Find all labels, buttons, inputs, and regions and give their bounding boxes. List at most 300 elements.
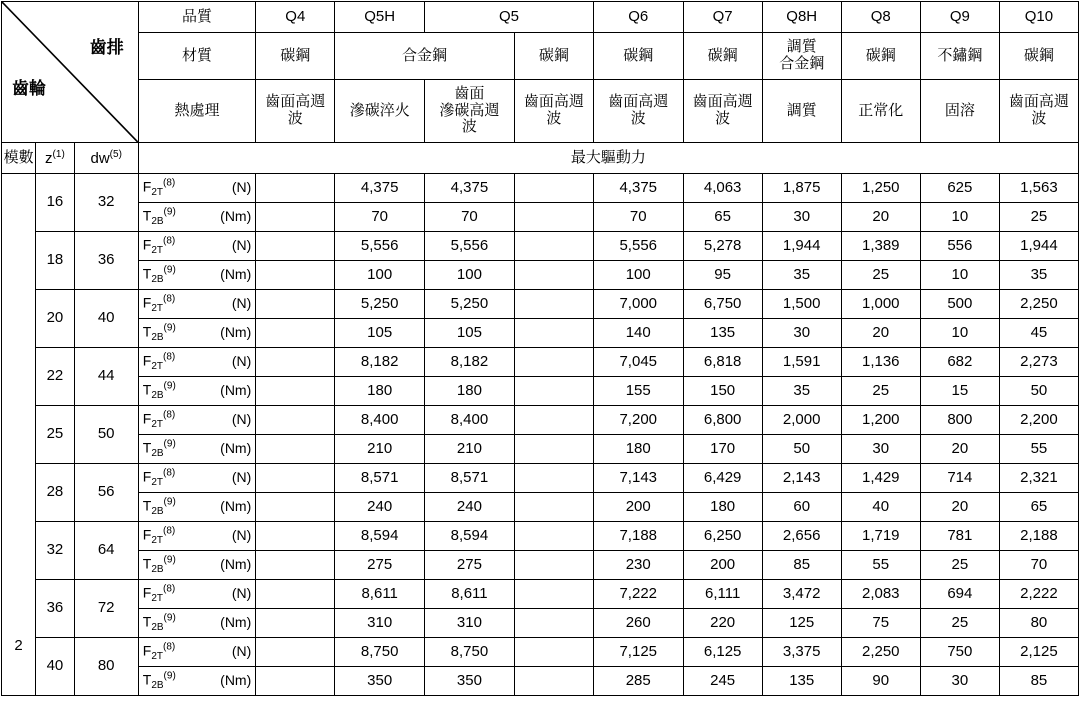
torque-value: 50 — [999, 377, 1078, 406]
force-value: 1,136 — [841, 348, 920, 377]
heat-q8 — [841, 80, 920, 143]
force-value: 8,594 — [335, 522, 425, 551]
dw-value: 40 — [74, 290, 138, 348]
torque-value: 35 — [762, 261, 841, 290]
force-value: 5,278 — [683, 232, 762, 261]
z-value: 36 — [36, 580, 74, 638]
force-value: 625 — [920, 174, 999, 203]
force-value: 4,375 — [425, 174, 515, 203]
torque-value: 170 — [683, 435, 762, 464]
force-value: 3,472 — [762, 580, 841, 609]
heat-q6 — [593, 80, 683, 143]
dw-value: 72 — [74, 580, 138, 638]
force-value: 694 — [920, 580, 999, 609]
force-value: 8,750 — [335, 638, 425, 667]
torque-value: 100 — [335, 261, 425, 290]
force-value — [514, 232, 593, 261]
metric-label-torque: $T_{2B}^{(9)}$ (Nm) — [138, 609, 256, 638]
torque-value: 220 — [683, 609, 762, 638]
grade-q4: Q4 — [256, 2, 335, 33]
force-value: 2,200 — [999, 406, 1078, 435]
torque-value: 245 — [683, 667, 762, 696]
diagonal-divider-icon — [2, 2, 138, 142]
table-row — [2, 348, 1079, 377]
force-value — [256, 174, 335, 203]
torque-value: 95 — [683, 261, 762, 290]
torque-value: 20 — [920, 493, 999, 522]
metric-label-force: $F_{2T}^{(8)}$ (N) — [138, 174, 256, 203]
material-q8: 碳鋼 — [841, 33, 920, 80]
metric-label-torque: $T_{2B}^{(9)}$ (Nm) — [138, 203, 256, 232]
table-row — [2, 609, 1079, 638]
torque-value: 125 — [762, 609, 841, 638]
material-q4: 碳鋼 — [256, 33, 335, 80]
material-q10: 碳鋼 — [999, 33, 1078, 80]
dw-value: 36 — [74, 232, 138, 290]
heat-q5b-line1: 齒面高週 — [523, 93, 584, 111]
heat-q10-line2: 波 — [1031, 110, 1047, 127]
material-q8h-line1: 調質 — [786, 38, 817, 56]
torque-value: 50 — [762, 435, 841, 464]
torque-value: 20 — [841, 203, 920, 232]
heat-q8h — [762, 80, 841, 143]
torque-value — [256, 377, 335, 406]
force-value: 6,125 — [683, 638, 762, 667]
force-value: 8,182 — [425, 348, 515, 377]
force-value: 5,556 — [335, 232, 425, 261]
grade-q9: Q9 — [920, 2, 999, 33]
header-label-z — [36, 143, 74, 174]
material-q6: 碳鋼 — [593, 33, 683, 80]
torque-value: 210 — [335, 435, 425, 464]
torque-value — [514, 319, 593, 348]
table-row — [2, 435, 1079, 464]
force-value: 2,250 — [999, 290, 1078, 319]
heat-q7-line1: 齒面高週 — [692, 93, 753, 111]
z-value: 32 — [36, 522, 74, 580]
torque-value: 180 — [335, 377, 425, 406]
torque-value: 25 — [920, 609, 999, 638]
torque-value: 350 — [335, 667, 425, 696]
heat-q5a — [425, 80, 515, 143]
table-row — [2, 638, 1079, 667]
force-value: 7,000 — [593, 290, 683, 319]
gear-max-drive-table — [1, 1, 1079, 696]
table-row — [2, 319, 1079, 348]
force-value: 781 — [920, 522, 999, 551]
torque-value: 45 — [999, 319, 1078, 348]
torque-value: 100 — [425, 261, 515, 290]
force-value: 7,143 — [593, 464, 683, 493]
force-value: 1,719 — [841, 522, 920, 551]
force-value: 3,375 — [762, 638, 841, 667]
torque-value: 310 — [425, 609, 515, 638]
header-row-material — [2, 33, 1079, 80]
torque-value: 230 — [593, 551, 683, 580]
torque-value: 85 — [762, 551, 841, 580]
metric-label-torque: $T_{2B}^{(9)}$ (Nm) — [138, 377, 256, 406]
table-row — [2, 290, 1079, 319]
force-value — [514, 290, 593, 319]
force-value: 2,143 — [762, 464, 841, 493]
torque-value: 240 — [335, 493, 425, 522]
torque-value — [256, 551, 335, 580]
force-value: 7,045 — [593, 348, 683, 377]
grade-q10: Q10 — [999, 2, 1078, 33]
force-value: 2,273 — [999, 348, 1078, 377]
metric-label-force: $F_{2T}^{(8)}$ (N) — [138, 406, 256, 435]
torque-value: 65 — [683, 203, 762, 232]
torque-value: 40 — [841, 493, 920, 522]
table-row — [2, 261, 1079, 290]
material-q5b: 碳鋼 — [514, 33, 593, 80]
force-value: 4,375 — [335, 174, 425, 203]
force-value: 1,944 — [762, 232, 841, 261]
table-row — [2, 232, 1079, 261]
force-value: 8,571 — [425, 464, 515, 493]
torque-value: 10 — [920, 203, 999, 232]
torque-value: 30 — [841, 435, 920, 464]
material-q5h-q5a: 合金鋼 — [335, 33, 514, 80]
heat-q5a-line2: 滲碳高週 — [439, 101, 500, 119]
z-value: 25 — [36, 406, 74, 464]
force-value: 556 — [920, 232, 999, 261]
header-label-material: 材質 — [138, 33, 256, 80]
torque-value: 65 — [999, 493, 1078, 522]
table-row — [2, 580, 1079, 609]
force-value: 714 — [920, 464, 999, 493]
z-value: 16 — [36, 174, 74, 232]
force-value — [256, 464, 335, 493]
torque-value: 180 — [593, 435, 683, 464]
z-value: 40 — [36, 638, 74, 696]
torque-value — [256, 667, 335, 696]
force-value: 1,591 — [762, 348, 841, 377]
force-value: 5,556 — [425, 232, 515, 261]
force-value: 1,250 — [841, 174, 920, 203]
force-value — [256, 232, 335, 261]
header-row-heat-treatment — [2, 80, 1079, 143]
torque-value — [514, 261, 593, 290]
force-value: 6,818 — [683, 348, 762, 377]
torque-value: 150 — [683, 377, 762, 406]
force-value: 7,125 — [593, 638, 683, 667]
torque-value: 90 — [841, 667, 920, 696]
heat-q4-line2: 波 — [287, 110, 303, 127]
force-value: 1,875 — [762, 174, 841, 203]
table-row — [2, 174, 1079, 203]
metric-label-force: $F_{2T}^{(8)}$ (N) — [138, 522, 256, 551]
torque-value: 200 — [593, 493, 683, 522]
torque-value: 100 — [593, 261, 683, 290]
torque-value: 210 — [425, 435, 515, 464]
heat-q4 — [256, 80, 335, 143]
corner-header-cell — [2, 2, 139, 143]
grade-q8: Q8 — [841, 2, 920, 33]
torque-value: 135 — [683, 319, 762, 348]
z-value: 28 — [36, 464, 74, 522]
torque-value: 85 — [999, 667, 1078, 696]
corner-label-gear: 齒輪 — [12, 78, 46, 98]
force-value: 6,750 — [683, 290, 762, 319]
torque-value — [514, 493, 593, 522]
force-value: 6,429 — [683, 464, 762, 493]
torque-value: 20 — [841, 319, 920, 348]
force-value: 7,200 — [593, 406, 683, 435]
force-value: 2,000 — [762, 406, 841, 435]
torque-value — [514, 667, 593, 696]
torque-value: 25 — [999, 203, 1078, 232]
force-value: 8,611 — [425, 580, 515, 609]
torque-value: 10 — [920, 319, 999, 348]
metric-label-force: $F_{2T}^{(8)}$ (N) — [138, 464, 256, 493]
header-label-dw-base: dw — [90, 149, 110, 167]
torque-value: 180 — [425, 377, 515, 406]
force-value: 2,125 — [999, 638, 1078, 667]
force-value: 8,611 — [335, 580, 425, 609]
force-value — [256, 580, 335, 609]
material-q8h — [762, 33, 841, 80]
torque-value: 75 — [841, 609, 920, 638]
heat-q10-line1: 齒面高週 — [1008, 93, 1069, 111]
torque-value: 80 — [999, 609, 1078, 638]
torque-value: 285 — [593, 667, 683, 696]
force-value: 682 — [920, 348, 999, 377]
z-value: 22 — [36, 348, 74, 406]
heat-q5a-line3: 波 — [461, 118, 477, 136]
torque-value: 25 — [920, 551, 999, 580]
torque-value: 140 — [593, 319, 683, 348]
torque-value: 350 — [425, 667, 515, 696]
force-value — [514, 174, 593, 203]
torque-value: 60 — [762, 493, 841, 522]
torque-value: 105 — [425, 319, 515, 348]
torque-value: 155 — [593, 377, 683, 406]
table-row — [2, 203, 1079, 232]
torque-value: 180 — [683, 493, 762, 522]
metric-label-torque: $T_{2B}^{(9)}$ (Nm) — [138, 551, 256, 580]
heat-q9 — [920, 80, 999, 143]
force-value: 500 — [920, 290, 999, 319]
metric-label-force: $F_{2T}^{(8)}$ (N) — [138, 638, 256, 667]
torque-value — [514, 377, 593, 406]
heat-q8-line1: 正常化 — [858, 101, 904, 119]
force-value: 2,222 — [999, 580, 1078, 609]
force-value — [256, 522, 335, 551]
torque-value — [514, 203, 593, 232]
metric-label-torque: $T_{2B}^{(9)}$ (Nm) — [138, 261, 256, 290]
torque-value — [256, 609, 335, 638]
z-value: 18 — [36, 232, 74, 290]
dw-value: 50 — [74, 406, 138, 464]
force-value: 7,188 — [593, 522, 683, 551]
grade-q7: Q7 — [683, 2, 762, 33]
torque-value: 30 — [762, 203, 841, 232]
force-value: 8,400 — [335, 406, 425, 435]
torque-value: 135 — [762, 667, 841, 696]
torque-value — [256, 203, 335, 232]
dw-value: 32 — [74, 174, 138, 232]
force-value: 2,321 — [999, 464, 1078, 493]
torque-value: 240 — [425, 493, 515, 522]
header-label-max-drive: 最大驅動力 — [138, 143, 1078, 174]
heat-q7-line2: 波 — [715, 110, 731, 127]
torque-value — [514, 435, 593, 464]
force-value: 4,063 — [683, 174, 762, 203]
metric-label-torque: $T_{2B}^{(9)}$ (Nm) — [138, 319, 256, 348]
torque-value: 25 — [841, 377, 920, 406]
torque-value: 25 — [841, 261, 920, 290]
torque-value: 70 — [335, 203, 425, 232]
torque-value: 70 — [425, 203, 515, 232]
heat-q5b — [514, 80, 593, 143]
force-value: 2,656 — [762, 522, 841, 551]
torque-value: 105 — [335, 319, 425, 348]
torque-value: 30 — [762, 319, 841, 348]
torque-value: 35 — [762, 377, 841, 406]
force-value — [514, 464, 593, 493]
header-label-dw — [74, 143, 138, 174]
torque-value: 275 — [425, 551, 515, 580]
header-label-dw-sup: (5) — [109, 148, 122, 160]
force-value: 2,250 — [841, 638, 920, 667]
material-q9: 不鏽鋼 — [920, 33, 999, 80]
grade-q6: Q6 — [593, 2, 683, 33]
heat-q5a-line1: 齒面 — [454, 84, 485, 102]
heat-q7 — [683, 80, 762, 143]
force-value — [514, 406, 593, 435]
header-label-z-base: z — [45, 149, 53, 167]
torque-value — [256, 261, 335, 290]
table-row — [2, 493, 1079, 522]
torque-value: 70 — [593, 203, 683, 232]
force-value — [514, 580, 593, 609]
heat-q5h-line1: 滲碳淬火 — [349, 101, 410, 119]
table-row — [2, 551, 1079, 580]
force-value: 1,500 — [762, 290, 841, 319]
heat-q6-line1: 齒面高週 — [608, 93, 669, 111]
grade-q5: Q5 — [425, 2, 594, 33]
metric-label-force: $F_{2T}^{(8)}$ (N) — [138, 348, 256, 377]
module-value-cell: 2 — [2, 174, 36, 696]
force-value: 8,571 — [335, 464, 425, 493]
torque-value: 20 — [920, 435, 999, 464]
torque-value — [514, 609, 593, 638]
metric-label-torque: $T_{2B}^{(9)}$ (Nm) — [138, 493, 256, 522]
grade-q5h: Q5H — [335, 2, 425, 33]
metric-label-torque: $T_{2B}^{(9)}$ (Nm) — [138, 667, 256, 696]
metric-label-force: $F_{2T}^{(8)}$ (N) — [138, 232, 256, 261]
force-value: 1,000 — [841, 290, 920, 319]
metric-label-torque: $T_{2B}^{(9)}$ (Nm) — [138, 435, 256, 464]
force-value: 6,800 — [683, 406, 762, 435]
torque-value: 260 — [593, 609, 683, 638]
heat-q4-line1: 齒面高週 — [265, 93, 326, 111]
torque-value: 30 — [920, 667, 999, 696]
force-value — [256, 348, 335, 377]
force-value: 8,182 — [335, 348, 425, 377]
metric-label-force: $F_{2T}^{(8)}$ (N) — [138, 580, 256, 609]
heat-q5b-line2: 波 — [546, 110, 562, 127]
force-value: 7,222 — [593, 580, 683, 609]
torque-value: 15 — [920, 377, 999, 406]
torque-value — [256, 493, 335, 522]
force-value: 8,594 — [425, 522, 515, 551]
dw-value: 44 — [74, 348, 138, 406]
heat-q9-line1: 固溶 — [944, 101, 975, 119]
corner-label-gearrow: 齒排 — [89, 38, 124, 57]
material-q8h-line2: 合金鋼 — [779, 55, 825, 72]
force-value: 5,250 — [425, 290, 515, 319]
torque-value: 35 — [999, 261, 1078, 290]
torque-value: 70 — [999, 551, 1078, 580]
dw-value: 64 — [74, 522, 138, 580]
force-value — [514, 522, 593, 551]
dw-value: 56 — [74, 464, 138, 522]
header-row-quality — [2, 2, 1079, 33]
metric-label-force: $F_{2T}^{(8)}$ (N) — [138, 290, 256, 319]
force-value — [514, 638, 593, 667]
force-value: 5,556 — [593, 232, 683, 261]
torque-value — [256, 435, 335, 464]
force-value: 6,111 — [683, 580, 762, 609]
force-value — [256, 638, 335, 667]
force-value: 1,563 — [999, 174, 1078, 203]
force-value — [256, 290, 335, 319]
grade-q8h: Q8H — [762, 2, 841, 33]
heat-q8h-line1: 調質 — [786, 101, 817, 119]
torque-value: 55 — [999, 435, 1078, 464]
z-value: 20 — [36, 290, 74, 348]
force-value: 8,400 — [425, 406, 515, 435]
header-label-heat-treatment: 熱處理 — [138, 80, 256, 143]
heat-q5h — [335, 80, 425, 143]
torque-value: 200 — [683, 551, 762, 580]
table-row — [2, 667, 1079, 696]
header-label-z-sup: (1) — [52, 148, 65, 160]
force-value — [256, 406, 335, 435]
torque-value — [256, 319, 335, 348]
torque-value: 275 — [335, 551, 425, 580]
force-value: 750 — [920, 638, 999, 667]
table-row — [2, 522, 1079, 551]
torque-value: 55 — [841, 551, 920, 580]
table-row — [2, 377, 1079, 406]
force-value: 2,083 — [841, 580, 920, 609]
force-value: 4,375 — [593, 174, 683, 203]
table-row — [2, 406, 1079, 435]
force-value — [514, 348, 593, 377]
force-value: 1,944 — [999, 232, 1078, 261]
heat-q10 — [999, 80, 1078, 143]
force-value: 1,200 — [841, 406, 920, 435]
force-value: 8,750 — [425, 638, 515, 667]
force-value: 5,250 — [335, 290, 425, 319]
force-value: 1,429 — [841, 464, 920, 493]
force-value: 2,188 — [999, 522, 1078, 551]
header-label-quality: 品質 — [138, 2, 256, 33]
heat-q6-line2: 波 — [630, 110, 646, 127]
header-label-module: 模數 — [2, 143, 36, 174]
dw-value: 80 — [74, 638, 138, 696]
torque-value: 310 — [335, 609, 425, 638]
material-q7: 碳鋼 — [683, 33, 762, 80]
torque-value: 10 — [920, 261, 999, 290]
force-value: 6,250 — [683, 522, 762, 551]
force-value: 1,389 — [841, 232, 920, 261]
force-value: 800 — [920, 406, 999, 435]
header-row-module — [2, 143, 1079, 174]
